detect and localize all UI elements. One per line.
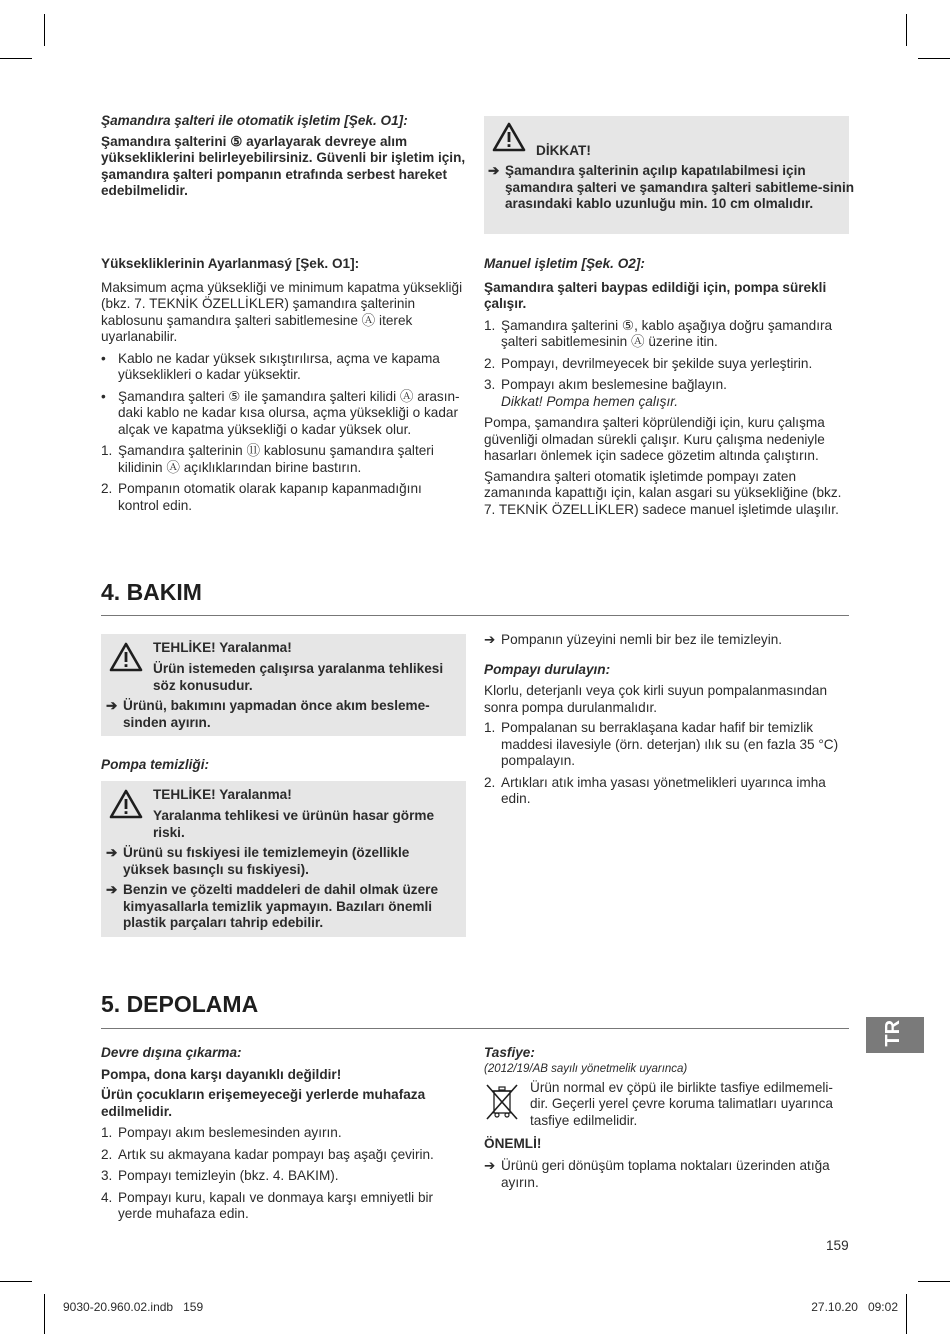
pump-cleaning-title: Pompa temizliği: <box>101 757 210 772</box>
maintenance-right-column <box>484 632 849 813</box>
crop-mark <box>0 58 32 59</box>
danger-title: TEHLİKE! Yaralanma! <box>153 787 292 802</box>
section-intro: Maksimum açma yüksekliği ve minimum kapatma yüksekliği (bkz. 7. TEKNİK ÖZELLİKLER) şamandıra şalterinin kablosunu şamandıra şalteri sabitlemesine Ⓐ iterek uyarlanabilir. <box>101 279 463 344</box>
caution-box <box>484 116 855 234</box>
language-tab-label: TR <box>881 1019 904 1047</box>
list-item: 2. Pompanın otomatik olarak kapanıp kapanmadığını kontrol edin. <box>101 481 422 513</box>
crop-mark <box>44 14 45 46</box>
warning-triangle-icon <box>109 642 143 672</box>
list-item: • Kablo ne kadar yüksek sıkıştırılırsa, açma ve kapama yükseklikleri o kadar yüksektir. <box>101 350 440 382</box>
rinse-intro: Klorlu, deterjanlı veya çok kirli suyun pompalanmasından sonra pompa durulanmalıdır. <box>484 683 828 715</box>
danger-instructions <box>106 845 458 936</box>
section-heading-maintenance: 4. BAKIM <box>101 579 202 605</box>
disposal-title: Tasfiye: <box>484 1045 535 1060</box>
danger-instruction: ➔ Ürünü su fıskiyesi ile temizlemeyin (özellikle yüksek basınçlı su fıskiyesi). <box>106 845 410 877</box>
paragraph: Şamandıra şalteri otomatik işletimde pompayı zaten zamanında kapattığı için, kalan asgari su yüksekliğine (bkz. 7. TEKNİK ÖZELLİKLER) sadece manuel işletimde ulaşılır. <box>484 468 842 517</box>
danger-box <box>101 781 466 937</box>
danger-instruction: ➔ Benzin ve çözelti maddeleri de dahil olmak üzere kimyasallarla temizlik yapmayın. Bazıları önemli plastik parçaları tahrip edebilir. <box>106 882 439 930</box>
danger-text: Yaralanma tehlikesi ve ürünün hasar görme riski. <box>153 808 435 840</box>
crossed-bin-icon <box>484 1082 520 1122</box>
crop-mark <box>906 14 907 46</box>
paragraph: Pompa, şamandıra şalteri köprülendiği için, kuru çalışma güvenliği olmadan sürekli çalışır. Kuru çalışma nedeniyle hasarları önlemek için sadece gözetim altında çalıştırın. <box>484 415 825 463</box>
section-title: Manuel işletim [Şek. O2]: <box>484 256 645 271</box>
footer-file-info: 9030-20.960.02.indb 159 <box>63 1300 204 1314</box>
list-item: 2. Artık su akmayana kadar pompayı baş aşağı çevirin. <box>101 1146 434 1162</box>
disposal-text: Ürün normal ev çöpü ile birlikte tasfiye edilmemeli-dir. Geçerli yerel çevre koruma talimatları uyarınca tasfiye edilmelidir. <box>530 1079 833 1128</box>
caution-title: DİKKAT! <box>536 143 591 158</box>
disposal-section <box>484 1045 849 1195</box>
decommission-title: Devre dışına çıkarma: <box>101 1045 242 1060</box>
disposal-row <box>484 1080 849 1134</box>
language-tab <box>866 1017 924 1053</box>
crop-mark <box>918 58 950 59</box>
warning-triangle-icon <box>109 789 143 819</box>
instruction: ➔ Pompanın yüzeyini nemli bir bez ile temizleyin. <box>484 632 783 647</box>
danger-instruction: ➔ Ürünü, bakımını yapmadan önce akım besleme-sinden ayırın. <box>106 698 430 730</box>
disposal-directive: (2012/19/AB sayılı yönetmelik uyarınca) <box>484 1062 688 1075</box>
section-heading-storage: 5. DEPOLAMA <box>101 991 259 1017</box>
bold-note: Ürün çocukların erişemeyeceği yerlerde muhafaza edilmelidir. <box>101 1087 426 1119</box>
list-item: 1. Pompayı akım beslemesinden ayırın. <box>101 1125 342 1140</box>
rinse-title: Pompayı durulayın: <box>484 661 611 677</box>
crop-mark <box>0 1281 32 1282</box>
storage-left-column <box>101 1045 466 1228</box>
height-adjust-section <box>101 256 466 519</box>
list-item: 3. Pompayı temizleyin (bkz. 4. BAKIM). <box>101 1168 339 1183</box>
crop-mark <box>906 1294 907 1334</box>
list-item: 3. Pompayı akım beslemesine bağlayın. Dikkat! Pompa hemen çalışır. <box>484 377 727 409</box>
instruction: ➔ Ürünü geri dönüşüm toplama noktaları üzerinden atığa ayırın. <box>484 1158 830 1190</box>
list-item: 1. Şamandıra şalterini ⑤, kablo aşağıya doğru şamandıra şalteri sabitlemesinin Ⓐ üzerine itin. <box>484 317 833 349</box>
section-intro: Şamandıra şalteri baypas edildiği için, pompa sürekli çalışır. <box>484 279 827 311</box>
important-label: ÖNEMLİ! <box>484 1135 542 1151</box>
manual-operation-section <box>484 256 849 522</box>
list-item: • Şamandıra şalteri ⑤ ile şamandıra şalteri kilidi Ⓐ arasın-daki kablo ne kadar kısa olursa, açma yüksekliği o kadar alçak ve kapatma yüksekliği o kadar yüksek olur. <box>101 388 460 437</box>
danger-box <box>101 634 466 736</box>
crop-mark <box>918 1281 950 1282</box>
danger-text: Ürün istemeden çalışırsa yaralanma tehlikesi söz konusudur. <box>153 661 444 693</box>
page-number: 159 <box>826 1238 849 1253</box>
list-item: 4. Pompayı kuru, kapalı ve donmaya karşı emniyetli bir yerde muhafaza edin. <box>101 1189 434 1221</box>
section-title: Yüksekliklerinin Ayarlanmasý [Şek. O1]: <box>101 256 360 271</box>
warning-triangle-icon <box>492 122 526 152</box>
auto-operation-section <box>101 113 466 204</box>
list-item: 2. Artıkları atık imha yasası yönetmelikleri uyarınca imha edin. <box>484 774 826 806</box>
footer-timestamp: 27.10.20 09:02 <box>811 1300 898 1314</box>
heading-rule <box>101 615 849 616</box>
heading-rule <box>101 1028 849 1029</box>
list-item: 1. Pompalanan su berraklaşana kadar hafif bir temizlik maddesi ilavesiyle (örn. deterjan) ılık su (en fazla 35 °C) pompalayın. <box>484 720 839 768</box>
danger-title: TEHLİKE! Yaralanma! <box>153 640 292 655</box>
bold-note: Pompa, dona karşı dayanıklı değildir! <box>101 1066 342 1082</box>
section-title: Şamandıra şalteri ile otomatik işletim [Şek. O1]: <box>101 113 408 128</box>
list-item: 1. Şamandıra şalterinin ⑪ kablosunu şamandıra şalteri kilidinin Ⓐ açıklıklarından birine bastırın. <box>101 443 434 475</box>
section-intro: Şamandıra şalterini ⑤ ayarlayarak devreye alım yüksekliklerini belirleyebilirsiniz. Güvenli bir işletim için, şamandıra şalteri pompanın etrafında serbest hareket edebilmelidir. <box>101 133 466 198</box>
list-item: 2. Pompayı, devrilmeyecek bir şekilde suya yerleştirin. <box>484 355 813 371</box>
caution-text: ➔ Şamandıra şalterinin açılıp kapatılabilmesi için şamandıra şalteri ve şamandıra şalteri sabitleme-sinin arasındaki kablo uzunluğu min. 10 cm olmalıdır. <box>488 163 855 211</box>
crop-mark <box>44 1294 45 1334</box>
